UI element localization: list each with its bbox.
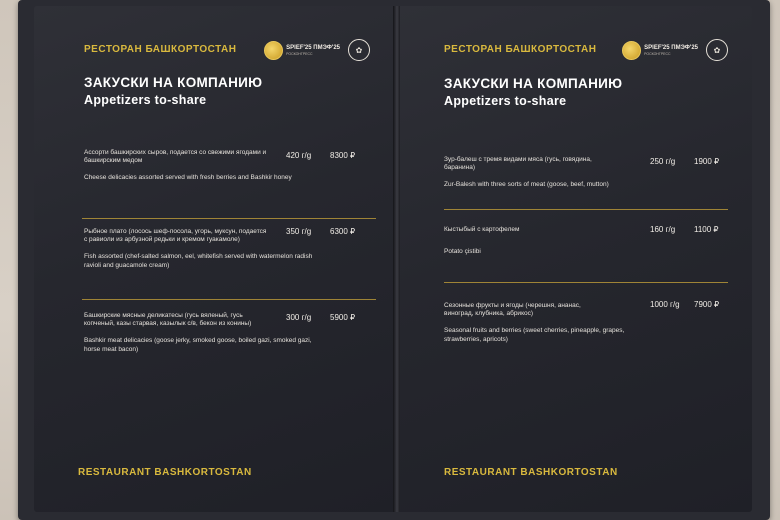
item-cost: 5900 ₽ [330,313,356,322]
item-name-ru: Башкирские мясные деликатесы (гусь вяленый, гусь копченый, казы старвая, казылык с/в, бекон из конины) [84,312,252,328]
spief-emblem-icon [622,41,641,60]
item-price [650,157,719,166]
menu-item [84,228,314,270]
item-name-en: Fish assorted (chef-salted salmon, eel, whitefish served with watermelon radish ravioli and guacamole cream) [84,253,313,269]
logos [622,39,728,61]
item-weight: 350 г/g [286,227,312,236]
restaurant-footer: RESTAURANT BASHKORTOSTAN [444,467,618,478]
spief-logo [264,41,340,60]
restaurant-title: РЕСТОРАН БАШКОРТОСТАН [84,44,237,55]
menu-item [84,149,314,183]
item-name-en: Cheese delicacies assorted served with fresh berries and Bashkir honey [84,174,292,182]
item-price [286,151,355,160]
item-name-ru: Зур-балеш с тремя видами мяса (гусь, говядина, баранина) [444,156,592,172]
logos [264,39,370,61]
item-weight: 1000 г/g [650,300,680,309]
item-name-en: Bashkir meat delicacies (goose jerky, smoked goose, boiled gazi, smoked gazi, horse meat bacon) [84,337,312,353]
restaurant-footer: RESTAURANT BASHKORTOSTAN [78,467,252,478]
item-name-ru: Ассорти башкирских сыров, подается со свежими ягодами и башкирским медом [84,149,267,165]
item-name-en: Potato çistibi [444,248,481,256]
item-cost: 6300 ₽ [330,227,356,236]
menu-page-left [34,6,394,512]
roscongress-logo-text: РОСКОНГРЕСС [644,51,671,56]
item-price [650,300,719,309]
item-name-en: Zur-Balesh with three sorts of meat (goose, beef, mutton) [444,181,609,189]
item-cost: 8300 ₽ [330,151,356,160]
spief-logo [622,41,698,60]
menu-item [84,312,314,354]
item-weight: 420 г/g [286,151,312,160]
item-price [286,227,355,236]
item-cost: 7900 ₽ [694,300,720,309]
bashkortostan-emblem-icon: ✿ [348,39,370,61]
item-price [650,225,719,234]
section-title-ru: ЗАКУСКИ НА КОМПАНИЮ [84,75,263,90]
item-weight: 160 г/g [650,225,676,234]
spief-logo-text: SPIEF'25 ПМЭФ'25 [644,44,698,51]
item-weight: 250 г/g [650,157,676,166]
menu-item [444,302,644,344]
divider [82,218,376,219]
item-name-en: Seasonal fruits and berries (sweet cherries, pineapple, grapes, strawberries, apricots) [444,327,625,343]
roscongress-logo-text: РОСКОНГРЕСС [286,51,313,56]
menu-item [444,226,674,256]
item-cost: 1100 ₽ [694,225,719,234]
section-title-ru: ЗАКУСКИ НА КОМПАНИЮ [444,76,623,91]
item-name-ru: Сезонные фрукты и ягоды (черешня, ананас, виноград, клубника, абрикос) [444,302,581,318]
bashkortostan-emblem-icon: ✿ [706,39,728,61]
item-weight: 300 г/g [286,313,312,322]
item-name-ru: Рыбное плато (лосось шеф-посола, угорь, муксун, подается с равиоли из арбузной редьки и кремом гуакамоле) [84,228,267,244]
section-title-en: Appetizers to-share [84,93,207,107]
spief-logo-text: SPIEF'25 ПМЭФ'25 [286,44,340,51]
divider [444,282,728,283]
item-name-ru: Кыстыбый с картофелем [444,226,520,233]
divider [444,209,728,210]
item-price [286,313,355,322]
divider [82,299,376,300]
menu-page-right [400,6,752,512]
menu-item [444,156,674,190]
section-title-en: Appetizers to-share [444,94,567,108]
restaurant-title: РЕСТОРАН БАШКОРТОСТАН [444,44,597,55]
item-cost: 1900 ₽ [694,157,720,166]
spief-emblem-icon [264,41,283,60]
